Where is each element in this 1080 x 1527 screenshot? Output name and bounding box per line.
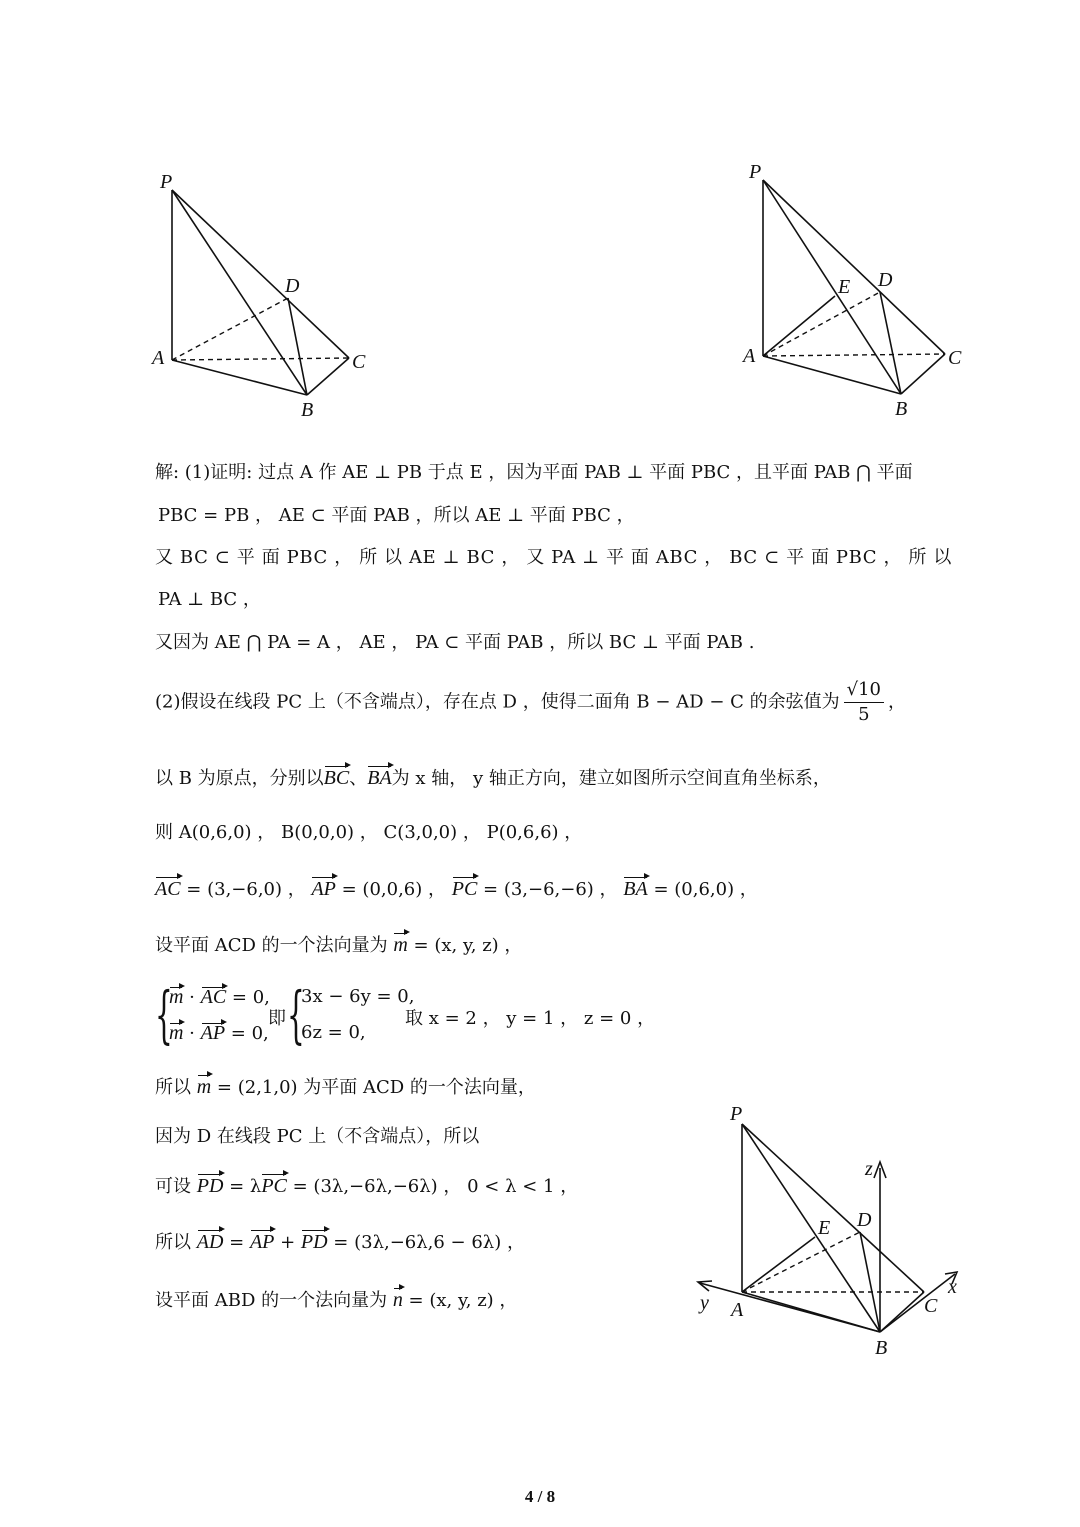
dot: · bbox=[183, 987, 201, 1008]
edge-ae bbox=[742, 1237, 815, 1292]
vector-pc: PC bbox=[451, 878, 478, 900]
solution-line-4: PA ⊥ BC ， bbox=[158, 589, 261, 610]
word-ji: 即 bbox=[268, 1008, 286, 1029]
solution-line-1: 解: (1)证明: 过点 A 作 AE ⊥ PB 于点 E ，因为平面 PAB ⊥ 平面 PBC ，且平面 PAB ⋂ 平面 bbox=[155, 462, 913, 483]
line-15-text: 设平面 ABD 的一个法向量为 bbox=[155, 1290, 393, 1311]
vector-pc-value: = (3,−6,−6) ， bbox=[477, 879, 624, 900]
solution-line-10 bbox=[155, 932, 522, 959]
edge-pc bbox=[172, 190, 349, 358]
solution-line-8: 则 A(0,6,0) ， B(0,0,0) ， C(3,0,0) ， P(0,6,6) ， bbox=[155, 822, 583, 843]
line-10-value: = (x, y, z) ， bbox=[407, 935, 523, 956]
label-e: E bbox=[838, 276, 851, 298]
vector-m: m bbox=[196, 1076, 212, 1098]
label-e: E bbox=[818, 1217, 831, 1239]
label-d: D bbox=[285, 275, 300, 297]
label-b: B bbox=[875, 1337, 888, 1359]
system-right-row-2: 6z = 0, bbox=[301, 1022, 366, 1043]
vector-pd: PD bbox=[196, 1175, 224, 1197]
label-p: P bbox=[749, 161, 762, 183]
vector-ap: AP bbox=[249, 1231, 275, 1253]
label-b: B bbox=[301, 399, 314, 421]
system-choice: 取 x = 2 ， y = 1 ， z = 0 ， bbox=[405, 1008, 656, 1029]
vector-ap: AP bbox=[200, 1022, 226, 1044]
vector-m: m bbox=[169, 986, 184, 1008]
solution-line-13 bbox=[155, 1173, 578, 1200]
label-x: x bbox=[948, 1276, 957, 1298]
dot: · bbox=[183, 1023, 201, 1044]
label-a: A bbox=[731, 1299, 744, 1321]
fraction-sqrt10-over-5 bbox=[844, 678, 884, 727]
solution-line-15 bbox=[155, 1287, 517, 1314]
vector-ba-value: = (0,6,0) ， bbox=[647, 879, 758, 900]
left-brace: { bbox=[155, 978, 173, 1051]
edge-pc bbox=[763, 180, 945, 354]
line-11-text: 所以 bbox=[155, 1077, 197, 1098]
label-p: P bbox=[730, 1103, 743, 1125]
solution-line-7 bbox=[155, 765, 831, 792]
label-c: C bbox=[352, 351, 366, 373]
vector-m: m bbox=[169, 1022, 184, 1044]
label-d: D bbox=[857, 1209, 872, 1231]
vector-ac: AC bbox=[155, 878, 181, 900]
label-a: A bbox=[743, 345, 756, 367]
edge-ad-dashed bbox=[172, 298, 288, 360]
label-c: C bbox=[924, 1295, 938, 1317]
line-14-value: = (3λ,−6λ,6 − 6λ) ， bbox=[327, 1232, 525, 1253]
vector-ac-value: = (3,−6,0) ， bbox=[180, 879, 312, 900]
edge-ae bbox=[763, 296, 835, 356]
line-10-text: 设平面 ACD 的一个法向量为 bbox=[155, 935, 394, 956]
equals: = bbox=[223, 1232, 250, 1253]
fraction-denominator: 5 bbox=[858, 704, 870, 725]
label-a: A bbox=[152, 347, 165, 369]
edge-ac-dashed bbox=[172, 358, 349, 360]
solution-line-5: 又因为 AE ⋂ PA = A ， AE ， PA ⊂ 平面 PAB ，所以 BC ⊥ 平面 PAB . bbox=[155, 632, 755, 653]
edge-bc bbox=[307, 358, 349, 395]
right-brace: { bbox=[287, 978, 305, 1051]
fraction-numerator: √10 bbox=[844, 678, 884, 703]
system-right-row-1: 3x − 6y = 0, bbox=[301, 986, 415, 1007]
line-6-end: ， bbox=[888, 691, 906, 713]
label-d: D bbox=[878, 269, 893, 291]
figure-2-tetrahedron bbox=[735, 155, 975, 425]
vector-pc: PC bbox=[261, 1175, 287, 1197]
line-15-value: = (x, y, z) ， bbox=[402, 1290, 518, 1311]
plus: + bbox=[274, 1232, 301, 1253]
line-6-text: (2)假设在线段 PC 上（不含端点），存在点 D ，使得二面角 B − AD − C 的余弦值为 bbox=[155, 691, 840, 713]
lambda: = λ bbox=[223, 1176, 262, 1197]
line-7-text-a: 以 B 为原点，分别以 bbox=[155, 768, 324, 789]
line-7-text-c: 为 x 轴， y 轴正方向，建立如图所示空间直角坐标系， bbox=[391, 768, 831, 789]
solution-line-6 bbox=[155, 678, 906, 727]
solution-line-12: 因为 D 在线段 PC 上（不含端点），所以 bbox=[155, 1126, 480, 1147]
rhs: = 0, bbox=[226, 987, 270, 1008]
solution-line-11 bbox=[155, 1074, 536, 1101]
system-left-row-1 bbox=[169, 986, 270, 1009]
line-11-value: = (2,1,0) 为平面 ACD 的一个法向量， bbox=[211, 1077, 536, 1098]
vector-ac: AC bbox=[200, 986, 227, 1008]
label-c: C bbox=[948, 347, 962, 369]
solution-line-2: PBC = PB ， AE ⊂ 平面 PAB ，所以 AE ⊥ 平面 PBC ， bbox=[158, 505, 635, 526]
line-14-text: 所以 bbox=[155, 1232, 197, 1253]
edge-bc bbox=[901, 354, 945, 394]
line-13-value: = (3λ,−6λ,−6λ) ， 0 < λ < 1 ， bbox=[286, 1176, 579, 1197]
vector-ad: AD bbox=[196, 1231, 224, 1253]
solution-line-9 bbox=[155, 876, 758, 903]
line-13-text: 可设 bbox=[155, 1176, 197, 1197]
edge-ac-dashed bbox=[763, 354, 945, 356]
rhs: = 0, bbox=[225, 1023, 269, 1044]
label-z: z bbox=[865, 1158, 873, 1180]
page-number: 4 / 8 bbox=[524, 1487, 556, 1506]
label-b: B bbox=[895, 398, 908, 420]
label-y: y bbox=[700, 1292, 709, 1314]
edge-pc bbox=[742, 1124, 924, 1292]
vector-n: n bbox=[392, 1289, 403, 1311]
vector-pd: PD bbox=[300, 1231, 328, 1253]
vector-bc: BC bbox=[323, 767, 350, 789]
figure-3-coordinate-system bbox=[690, 1095, 980, 1370]
vector-ba-2: BA bbox=[623, 878, 648, 900]
solution-line-14 bbox=[155, 1229, 525, 1256]
line-7-sep: 、 bbox=[349, 768, 368, 789]
vector-ba: BA bbox=[367, 767, 392, 789]
vector-ap: AP bbox=[311, 878, 336, 900]
vector-ap-value: = (0,0,6) ， bbox=[335, 879, 452, 900]
vector-m: m bbox=[393, 934, 408, 956]
figure-1-tetrahedron bbox=[140, 160, 380, 430]
solution-line-3: 又 BC ⊂ 平 面 PBC ， 所 以 AE ⊥ BC ， 又 PA ⊥ 平 面 ABC ， BC ⊂ 平 面 PBC ， 所 以 bbox=[155, 547, 952, 568]
system-left-row-2 bbox=[169, 1022, 269, 1045]
edge-ad-dashed bbox=[763, 292, 880, 356]
edge-ad-dashed bbox=[742, 1232, 860, 1292]
label-p: P bbox=[160, 171, 173, 193]
axis-x bbox=[880, 1274, 955, 1332]
